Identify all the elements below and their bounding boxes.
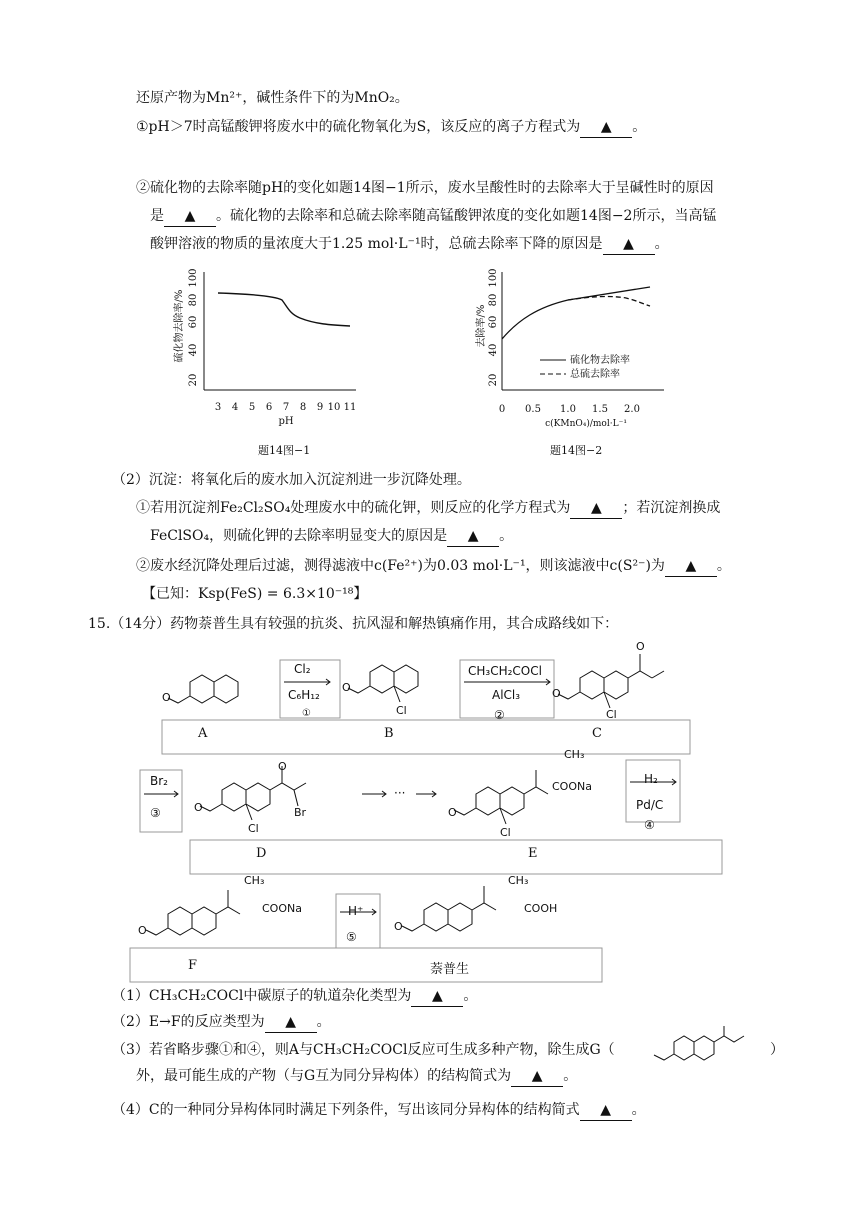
label-naproxen: 萘普生 [430,962,470,977]
step-5: ⑤ [346,930,357,944]
svg-text:9: 9 [316,402,324,413]
label-b: B [384,726,394,741]
svg-text:100: 100 [488,268,499,288]
question-2a-cont: FeClSO₄，则硫化钾的去除率明显变大的原因是 ▲ 。 [150,526,513,547]
compound-e [454,770,548,824]
subquestion-4: （4）C的一种同分异构体同时满足下列条件，写出该同分异构体的结构简式 ▲ 。 [112,1100,646,1121]
label-d: D [256,846,267,861]
question-2b: ②废水经沉降处理后过滤，测得滤液中c(Fe²⁺)为0.03 mol·L⁻¹，则该滤液中c(S²⁻)为 ▲ 。 [136,556,731,577]
reagent-alcl3: AlCl₃ [492,688,521,702]
step-1: ① [302,708,311,719]
svg-text:4: 4 [231,402,239,413]
svg-text:80: 80 [488,293,499,307]
svg-text:40: 40 [488,343,499,357]
fig1-xlabel: pH [278,416,294,427]
group-o: O [448,806,457,819]
text-line-1: 还原产物为Mn²⁺，碱性条件下的为MnO₂。 [136,90,409,106]
group-cl: Cl [248,822,259,835]
group-cl: Cl [396,704,407,717]
step-4: ④ [644,818,655,832]
fig1-ytick: 60 [188,315,199,329]
compound-d [200,766,306,820]
fig2-ylabel: 去除率/% [476,304,487,348]
compound-c [558,654,664,708]
compound-naproxen [402,886,496,931]
figure-14-2-caption: 题14图−2 [550,444,603,457]
svg-text:1.0: 1.0 [560,404,576,415]
group-coona: COONa [262,902,302,915]
question-15-title: 15.（14分）药物萘普生具有较强的抗炎、抗风湿和解热镇痛作用，其合成路线如下： [88,616,619,632]
group-ch3: CH₃ [508,874,529,887]
label-c: C [592,726,602,741]
fig1-xticks [215,402,357,413]
fig2-series-solid [502,287,650,339]
reagent-h-plus: H⁺ [348,904,364,918]
step-2: ② [494,708,505,722]
answer-blank[interactable]: ▲ [164,206,216,227]
figure-14-1 [170,262,370,432]
svg-text:7: 7 [282,402,290,413]
question-2-line-c: 酸钾溶液的物质的量浓度大于1.25 mol·L⁻¹时，总硫去除率下降的原因是 ▲ 。 [150,234,669,255]
group-cl: Cl [500,826,511,839]
svg-text:8: 8 [299,402,307,413]
group-br: Br [294,806,307,819]
steps-omitted: ··· [394,786,406,800]
group-o: O [278,760,287,773]
svg-text:10: 10 [327,402,341,413]
group-coona: COONa [552,780,592,793]
subquestion-3-close: ） [770,1042,784,1058]
group-o: O [138,924,147,937]
group-ch3: CH₃ [244,874,265,887]
svg-text:0: 0 [498,404,506,415]
group-o: O [342,681,351,694]
step-3: ③ [150,806,161,820]
known-ksp: 【已知：Ksp(FeS) = 6.3×10⁻¹⁸】 [142,586,368,602]
answer-blank[interactable]: ▲ [603,234,655,255]
reagent-pdc: Pd/C [636,798,664,812]
question-2-line: ②硫化物的去除率随pH的变化如题14图−1所示，废水呈酸性时的去除率大于呈碱性时的原因 [136,180,714,196]
fig2-xlabel: c(KMnO₄)/mol·L⁻¹ [545,419,627,429]
compound-b [348,665,418,702]
reagent-c6h12: C₆H₁₂ [288,688,320,702]
fig1-ytick: 40 [188,343,199,357]
group-o: O [636,640,645,653]
q1-text: ①pH＞7时高锰酸钾将废水中的硫化物氧化为S，该反应的离子方程式为 [136,119,581,135]
group-o: O [552,687,561,700]
subquestion-1: （1）CH₃CH₂COCl中碳原子的轨道杂化类型为 ▲ 。 [112,986,477,1007]
svg-text:11: 11 [343,402,357,413]
figure-14-1-caption: 题14图−1 [258,444,311,457]
question-2-title: （2）沉淀：将氧化后的废水加入沉淀剂进一步沉降处理。 [112,472,471,488]
reagent-cl2: Cl₂ [294,662,311,676]
question-2-line-b: 是 ▲ 。硫化物的去除率和总硫去除率随高锰酸钾浓度的变化如题14图−2所示，当高锰 [150,206,716,227]
answer-blank[interactable]: ▲ [665,556,717,577]
fig1-ytick: 80 [188,293,199,307]
answer-blank[interactable]: ▲ [570,498,622,519]
answer-blank[interactable]: ▲ [580,117,632,138]
svg-text:5: 5 [248,402,256,413]
svg-text:1.5: 1.5 [592,404,608,415]
question-1-line: ①pH＞7时高锰酸钾将废水中的硫化物氧化为S，该反应的离子方程式为 ▲ 。 [136,117,646,138]
reagent-br2: Br₂ [150,774,168,788]
svg-text:2.0: 2.0 [624,404,640,415]
compound-a [168,675,238,703]
label-a: A [198,726,208,741]
fig1-curve [218,293,350,326]
figure-14-2 [478,262,678,432]
compound-f [146,890,240,935]
subquestion-2: （2）E→F的反应类型为 ▲ 。 [112,1012,331,1033]
compound-g-structure [644,1024,774,1064]
fig1-ytick: 100 [188,268,199,288]
fig2-legend-1: 硫化物去除率 [570,355,630,366]
group-cooh: COOH [524,902,558,915]
svg-text:60: 60 [488,315,499,329]
svg-text:3: 3 [214,402,222,413]
group-ch3: CH₃ [564,748,585,761]
answer-blank[interactable]: ▲ [411,986,463,1007]
group-o: O [194,801,203,814]
svg-text:6: 6 [265,402,273,413]
reagent-propanoyl-chloride: CH₃CH₂COCl [468,664,542,678]
fig2-series-dashed [568,297,650,306]
fig2-legend-2: 总硫去除率 [570,369,620,380]
answer-blank[interactable]: ▲ [447,526,499,547]
svg-text:20: 20 [488,373,499,387]
question-2a: ①若用沉淀剂Fe₂Cl₂SO₄处理废水中的硫化钾，则反应的化学方程式为 ▲ ；若沉淀剂换成 [136,498,720,519]
subquestion-3-cont: 外，最可能生成的产物（与G互为同分异构体）的结构简式为 ▲ 。 [136,1066,577,1087]
fig1-yticks [188,268,199,386]
answer-blank[interactable]: ▲ [265,1012,317,1033]
reagent-h2: H₂ [644,772,658,786]
fig1-ytick: 20 [188,373,199,387]
fig1-ylabel: 硫化物去除率/% [174,289,185,363]
group-cl: Cl [606,708,617,721]
label-e: E [528,846,538,861]
answer-blank[interactable]: ▲ [511,1066,563,1087]
answer-blank[interactable]: ▲ [580,1100,632,1121]
svg-text:0.5: 0.5 [525,404,541,415]
group-o: O [162,691,171,704]
subquestion-3: （3）若省略步骤①和④，则A与CH₃CH₂COCl反应可生成多种产物，除生成G（ [112,1042,615,1058]
group-o: O [394,920,403,933]
label-f: F [188,958,198,973]
